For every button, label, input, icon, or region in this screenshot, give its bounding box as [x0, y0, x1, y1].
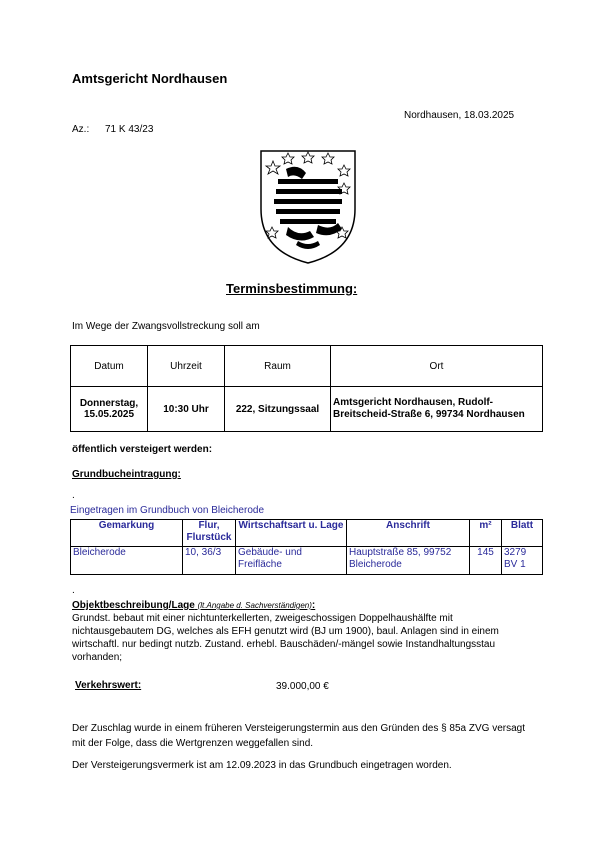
cell-flur: 10, 36/3 — [183, 547, 236, 575]
objekt-heading-note: (lt.Angabe d. Sachverständigen) — [197, 601, 312, 610]
header-anschrift: Anschrift — [347, 520, 470, 547]
termin-table-header — [71, 346, 543, 387]
header-blatt: Blatt — [502, 520, 543, 547]
cell-m2: 145 — [470, 547, 502, 575]
cell-blatt: 3279 BV 1 — [502, 547, 543, 575]
vermerk-paragraph: Der Versteigerungsvermerk ist am 12.09.2023 in das Grundbuch eingetragen worden. — [72, 760, 452, 771]
cell-anschrift: Hauptstraße 85, 99752 Bleicherode — [347, 547, 470, 575]
verkehrswert-label: Verkehrswert: — [75, 680, 142, 691]
auction-statement: öffentlich versteigert werden: — [72, 444, 213, 455]
termin-table — [70, 345, 543, 432]
header-wirtschaftsart: Wirtschaftsart u. Lage — [236, 520, 347, 547]
page-title: Terminsbestimmung: — [226, 281, 358, 296]
objekt-heading-label: Objektbeschreibung/Lage — [72, 600, 195, 611]
verkehrswert-value: 39.000,00 € — [276, 681, 329, 692]
header-m2: m² — [470, 520, 502, 547]
grundbuch-table-row — [71, 547, 543, 575]
cell-ort: Amtsgericht Nordhausen, Rudolf-Breitscheid-Straße 6, 99734 Nordhausen — [331, 387, 543, 432]
header-datum: Datum — [71, 346, 148, 387]
header-flur: Flur, Flurstück — [183, 520, 236, 547]
header-uhrzeit: Uhrzeit — [148, 346, 225, 387]
cell-uhrzeit: 10:30 Uhr — [148, 387, 225, 432]
file-number-value: 71 K 43/23 — [105, 124, 154, 135]
thuringia-coat-of-arms-icon — [258, 147, 358, 265]
objekt-heading — [72, 600, 315, 611]
cell-gemarkung: Bleicherode — [71, 547, 183, 575]
file-number-label: Az.: — [72, 124, 90, 135]
grundbuch-table — [70, 519, 543, 575]
grundbuch-register-note: Eingetragen im Grundbuch von Bleicherode — [70, 505, 265, 516]
file-number — [72, 124, 153, 135]
grundbuch-table-header — [71, 520, 543, 547]
termin-table-row — [71, 387, 543, 432]
header-gemarkung: Gemarkung — [71, 520, 183, 547]
court-name: Amtsgericht Nordhausen — [72, 71, 228, 86]
intro-text: Im Wege der Zwangsvollstreckung soll am — [72, 321, 260, 332]
grundbuch-dot: . — [72, 490, 75, 501]
objekt-heading-colon: : — [311, 600, 316, 611]
grundbuch-heading: Grundbucheintragung: — [72, 469, 181, 480]
place-date: Nordhausen, 18.03.2025 — [404, 110, 515, 121]
header-ort: Ort — [331, 346, 543, 387]
objekt-description: Grundst. bebaut mit einer nichtunterkellerten, zweigeschossigen Doppelhaushälfte mit nichtausgebautem DG, welches als EFH genutzt wird (BJ um 1900), baul. Anlagen sind in einem wirtschaftl. nur bedingt nutzb. Zustand. erhebl. Bauschäden/-mängel sowie Instandhaltungsstau vorhanden; — [72, 613, 499, 663]
cell-wirtschaftsart: Gebäude- und Freifläche — [236, 547, 347, 575]
cell-datum: Donnerstag, 15.05.2025 — [71, 387, 148, 432]
cell-raum: 222, Sitzungssaal — [225, 387, 331, 432]
objekt-dot: . — [72, 585, 75, 596]
header-raum: Raum — [225, 346, 331, 387]
zuschlag-paragraph: Der Zuschlag wurde in einem früheren Versteigerungstermin aus den Gründen des § 85a ZVG versagt mit der Folge, dass die Wertgrenzen weggefallen sind. — [72, 723, 526, 749]
